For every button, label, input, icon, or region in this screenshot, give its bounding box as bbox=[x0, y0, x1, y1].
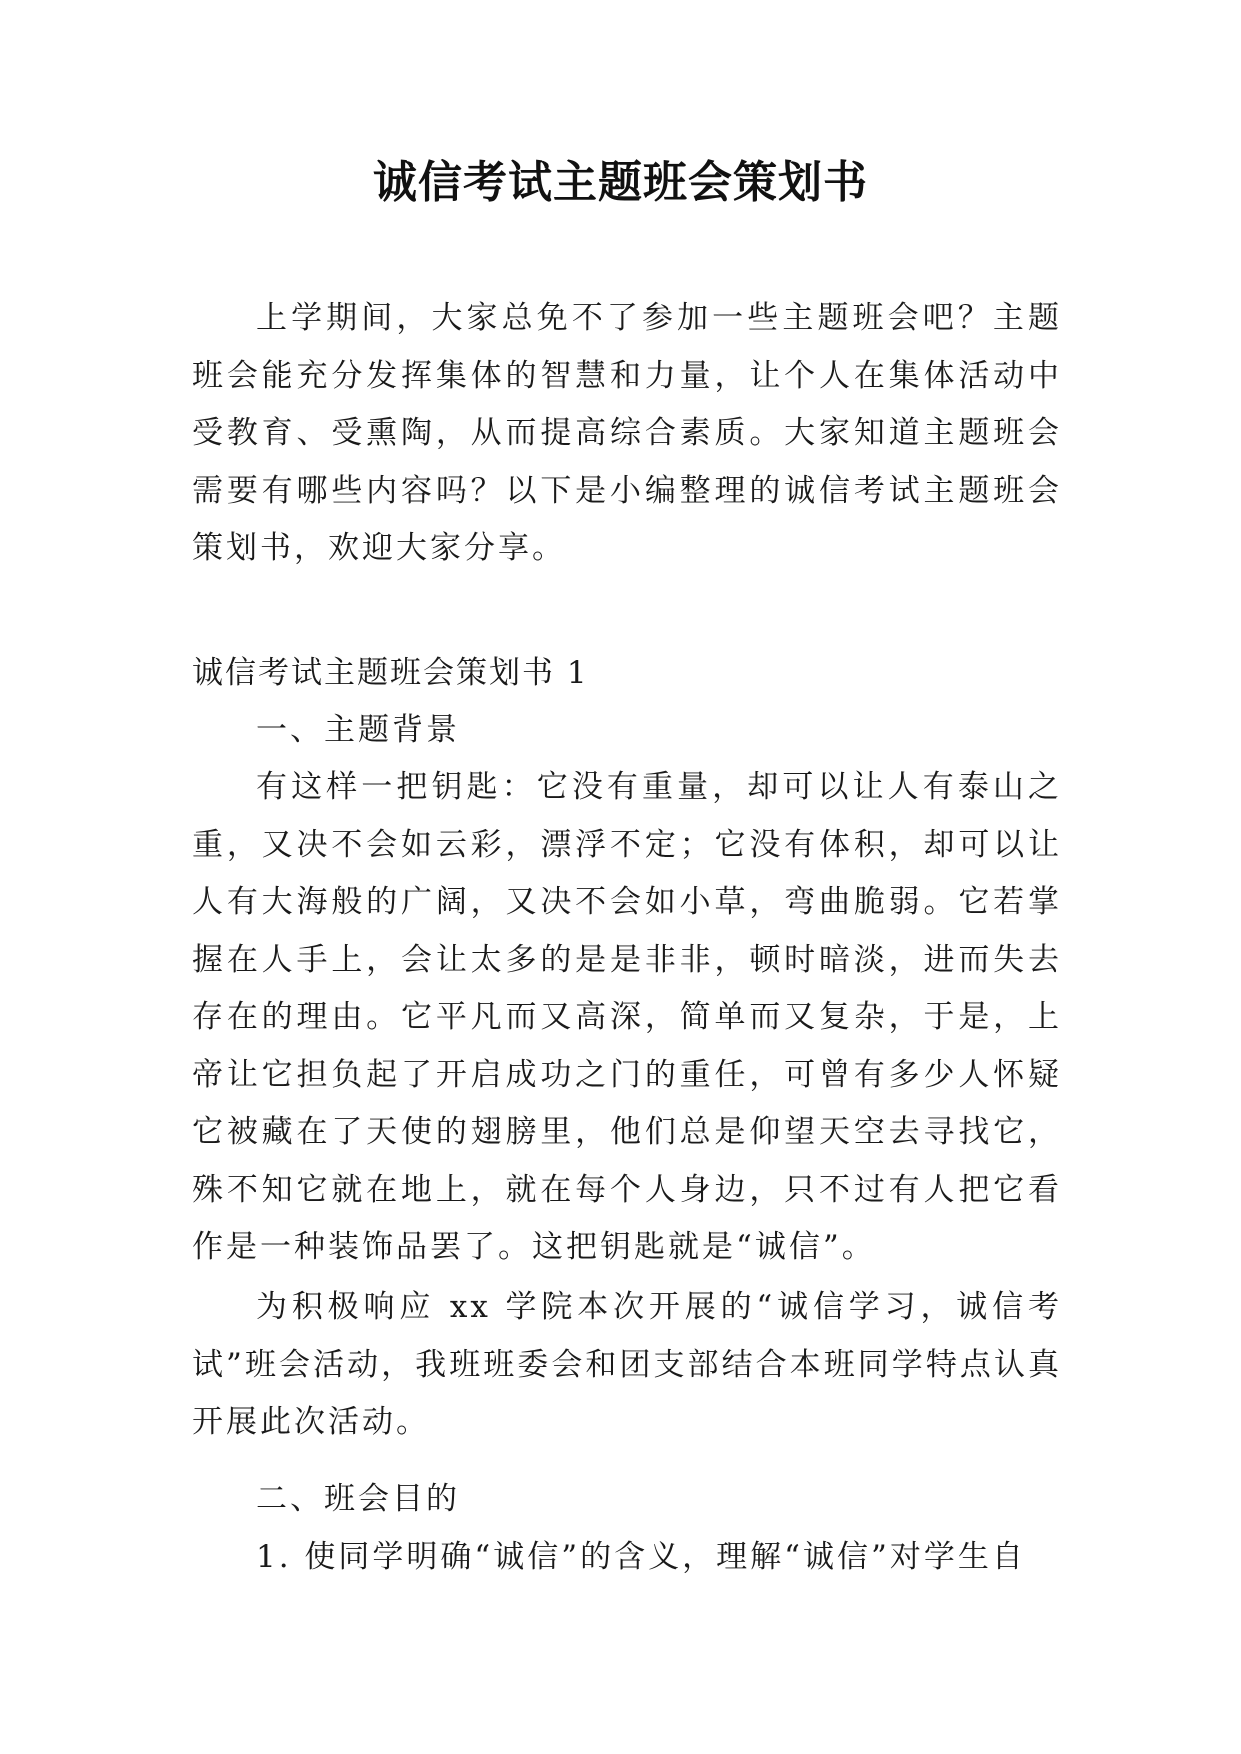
list-item: 1. 使同学明确“诚信”的含义，理解“诚信”对学生自 bbox=[256, 1539, 1026, 1575]
intro-paragraph: 上学期间，大家总免不了参加一些主题班会吧？主题班会能充分发挥集体的智慧和力量，让个人在集体活动中受教育、受熏陶，从而提高综合素质。大家知道主题班会需要有哪些内容吗？以下是小编整理的诚信考试主题班会策划书，欢迎大家分享。 bbox=[192, 300, 1062, 566]
response-paragraph: 为积极响应 xx 学院本次开展的“诚信学习，诚信考试”班会活动，我班班委会和团支部结合本班同学特点认真开展此次活动。 bbox=[192, 1289, 1062, 1440]
key-paragraph: 有这样一把钥匙：它没有重量，却可以让人有泰山之重，又决不会如云彩，漂浮不定；它没有体积，却可以让人有大海般的广阔，又决不会如小草，弯曲脆弱。它若掌握在人手上，会让太多的是是非非，顿时暗淡，进而失去存在的理由。它平凡而又高深，简单而又复杂，于是，上帝让它担负起了开启成功之门的重任，可曾有多少人怀疑它被藏在了天使的翅膀里，他们总是仰望天空去寻找它，殊不知它就在地上，就在每个人身边，只不过有人把它看作是一种装饰品罢了。这把钥匙就是“诚信”。 bbox=[192, 769, 1062, 1265]
document-title: 诚信考试主题班会策划书 bbox=[373, 157, 868, 208]
subsection-heading-purpose: 二、班会目的 bbox=[256, 1481, 460, 1517]
section-heading: 诚信考试主题班会策划书 1 bbox=[192, 655, 589, 691]
subsection-heading-background: 一、主题背景 bbox=[256, 712, 460, 748]
